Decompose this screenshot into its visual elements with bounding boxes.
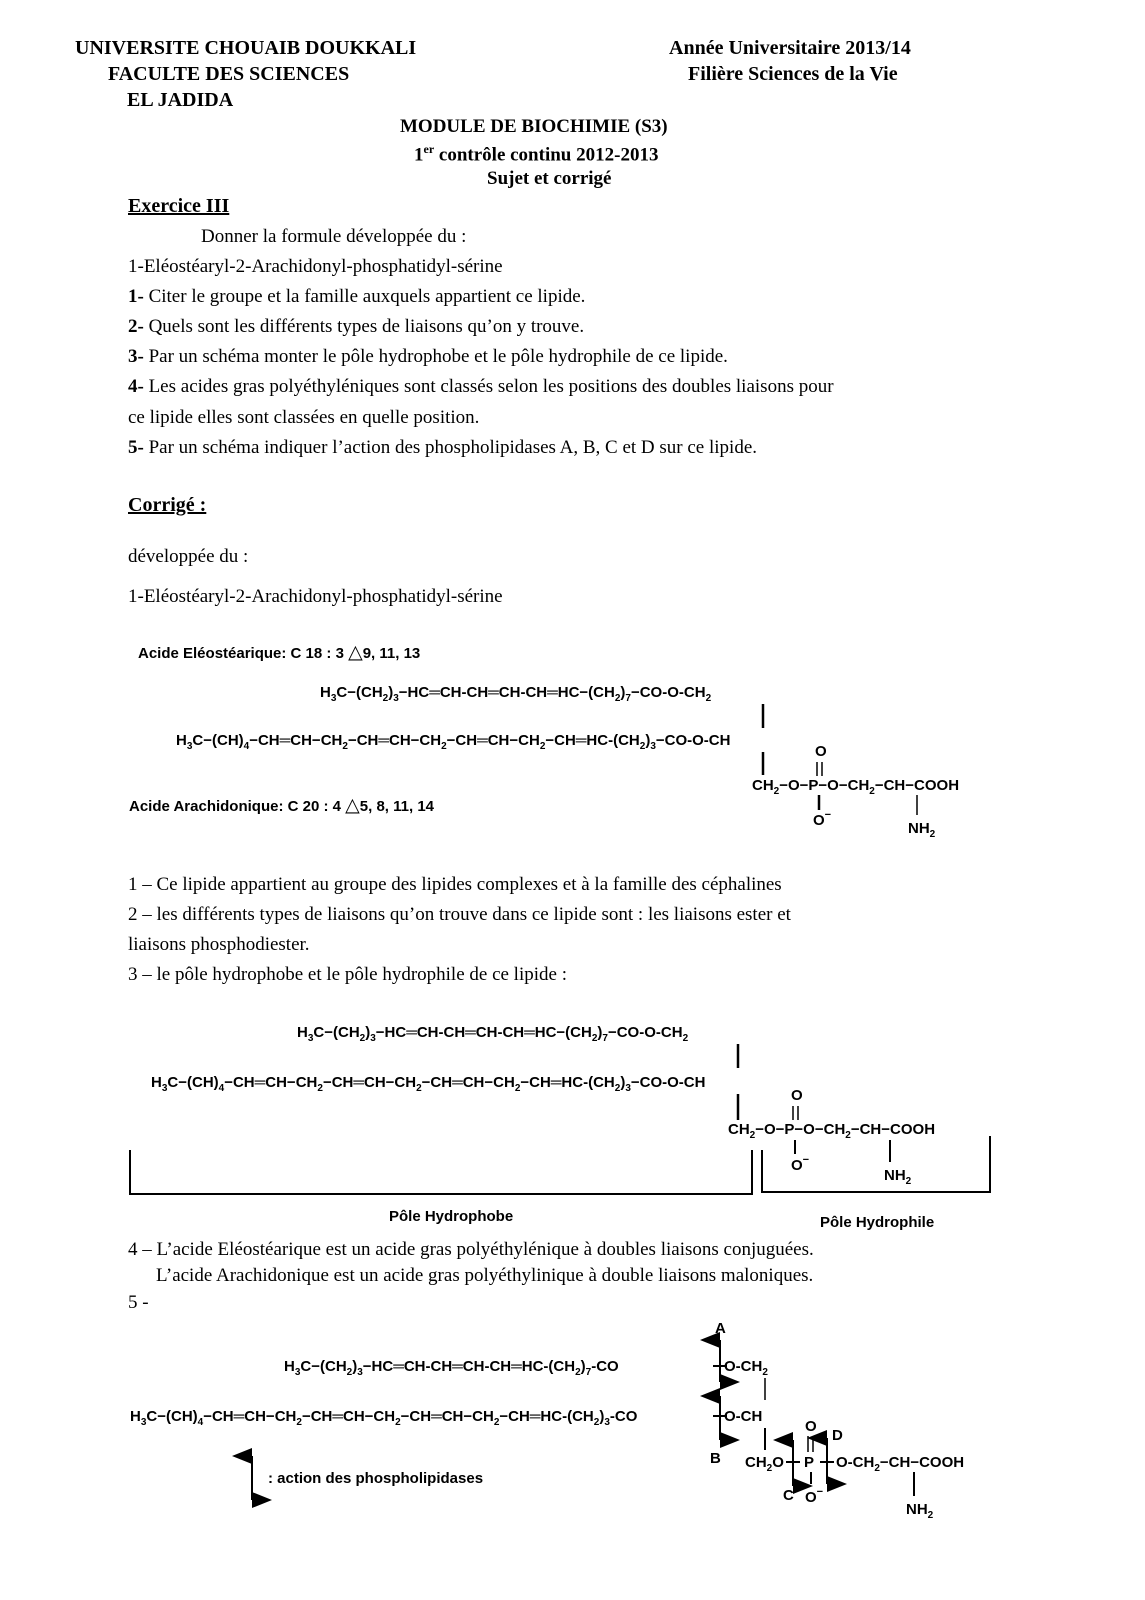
module-title: MODULE DE BIOCHIMIE (S3) bbox=[400, 116, 668, 137]
answer-5: 5 - bbox=[128, 1292, 149, 1313]
structure-formula-1 bbox=[0, 670, 1145, 850]
svg-text:C: C bbox=[783, 1487, 794, 1504]
svg-text:O: O bbox=[805, 1418, 817, 1435]
structure-formula-2 bbox=[0, 1010, 1145, 1240]
answer-1: 1 – Ce lipide appartient au groupe des lipides complexes et à la famille des céphalines bbox=[128, 874, 782, 895]
delta-icon: △ bbox=[345, 795, 360, 816]
svg-text:O-CH: O-CH bbox=[724, 1408, 763, 1425]
answer-3: 3 – le pôle hydrophobe et le pôle hydrophile de ce lipide : bbox=[128, 964, 567, 985]
question-5: 5- Par un schéma indiquer l’action des phospholipidases A, B, C et D sur ce lipide. bbox=[128, 437, 757, 458]
svg-text:H3C−(CH)4−CH═CH−CH2−CH═CH−CH2−: $H_3C-(CH)_4-CH═CH-CH_2-CH═CH-CH_2-CH═CH-CH_2-CH═HC-(CH_2)_3-CO-O-CH$ bbox=[176, 732, 731, 752]
legend-text: : action des phospholipidases bbox=[268, 1470, 484, 1487]
corrige-heading: Corrigé : bbox=[128, 494, 207, 516]
pole-hydrophile-label: Pôle Hydrophile bbox=[820, 1214, 935, 1231]
acid1-label: Acide Eléostéarique: C 18 : 3 △9, 11, 13 bbox=[138, 642, 421, 663]
svg-text:NH2: $NH_2$ bbox=[884, 1167, 912, 1187]
structure-formula-3 bbox=[0, 1310, 1145, 1550]
enzyme-a-label: A bbox=[715, 1320, 726, 1337]
control-title bbox=[414, 142, 658, 166]
svg-text:H3C−(CH2)3−HC═CH-CH═CH-CH═HC−(: $H_3C-(CH_2)_3-HC═CH-CH═CH-CH═HC-(CH_2)_7-CO-O-CH_2$ bbox=[320, 684, 712, 704]
svg-text:O−: O− bbox=[805, 1486, 824, 1506]
svg-text:H3C−(CH)4−CH═CH−CH2−CH═CH−CH2−: $H_3C-(CH)_4-CH═CH-CH_2-CH═CH-CH_2-CH═CH-CH_2-CH═HC-(CH_2)_3-CO-O-CH$ bbox=[151, 1074, 706, 1094]
corrige-intro: développée du : bbox=[128, 546, 249, 567]
exercise-heading: Exercice III bbox=[128, 195, 230, 217]
svg-text:D: D bbox=[832, 1427, 843, 1444]
svg-text:O: O bbox=[815, 743, 827, 760]
control-sup: er bbox=[423, 142, 435, 156]
city-name: EL JADIDA bbox=[127, 89, 234, 111]
question-1: 1- Citer le groupe et la famille auxquels appartient ce lipide. bbox=[128, 286, 586, 307]
answer-4: 4 – L’acide Eléostéarique est un acide gras polyéthylénique à doubles liaisons conjuguées. bbox=[128, 1239, 814, 1260]
svg-text:H3C−(CH2)3−HC═CH-CH═CH-CH═HC−(: $H_3C-(CH_2)_3-HC═CH-CH═CH-CH═HC-(CH_2)_7-CO-O-CH_2$ bbox=[297, 1024, 689, 1044]
svg-text:O: O bbox=[791, 1087, 803, 1104]
svg-text:O−: O− bbox=[813, 809, 832, 829]
svg-text:CH2−O−P−O−CH2−CH−COOH: $CH_2-O-P-O-CH_2-CH-COOH$ bbox=[752, 777, 960, 797]
exercise-intro: Donner la formule développée du : bbox=[201, 226, 467, 247]
subtitle: Sujet et corrigé bbox=[487, 168, 612, 189]
question-3: 3- Par un schéma monter le pôle hydrophobe et le pôle hydrophile de ce lipide. bbox=[128, 346, 728, 367]
academic-year: Année Universitaire 2013/14 bbox=[669, 37, 911, 59]
svg-text:H3C−(CH)4−CH═CH−CH2−CH═CH−CH2−: $H_3C-(CH)_4-CH═CH-CH_2-CH═CH-CH_2-CH═CH-CH_2-CH═HC-(CH_2)_3-CO$ bbox=[130, 1408, 638, 1428]
svg-text:B: B bbox=[710, 1450, 721, 1467]
svg-text:CH2−O−P−O−CH2−CH−COOH: $CH_2-O-P-O-CH_2-CH-COOH$ bbox=[728, 1121, 936, 1141]
svg-text:O-CH2: $O-CH_2$ bbox=[724, 1358, 768, 1378]
svg-text:P: P bbox=[804, 1454, 815, 1471]
university-name: UNIVERSITE CHOUAIB DOUKKALI bbox=[75, 37, 417, 59]
acid2-label: Acide Arachidonique: C 20 : 4 △5, 8, 11, 14 bbox=[129, 795, 435, 816]
svg-text:NH2: $NH_2$ bbox=[908, 820, 936, 840]
svg-text:O−: O− bbox=[791, 1154, 810, 1174]
control-number: 1 bbox=[414, 144, 424, 166]
delta-icon: △ bbox=[348, 642, 363, 663]
svg-text:NH2: $NH_2$ bbox=[906, 1501, 934, 1521]
svg-text:O-CH2−CH−COOH: $O-CH_2-CH-COOH$ bbox=[836, 1454, 965, 1474]
question-2: 2- Quels sont les différents types de liaisons qu’on y trouve. bbox=[128, 316, 585, 337]
question-4-cont: ce lipide elles sont classées en quelle position. bbox=[128, 407, 480, 428]
pole-hydrophobe-label: Pôle Hydrophobe bbox=[389, 1208, 514, 1225]
answer-2-cont: liaisons phosphodiester. bbox=[128, 934, 310, 955]
svg-text:CH2O: $CH_2O$ bbox=[745, 1454, 784, 1474]
corrige-compound: 1-Eléostéaryl-2-Arachidonyl-phosphatidyl-sérine bbox=[128, 586, 503, 607]
exercise-compound: 1-Eléostéaryl-2-Arachidonyl-phosphatidyl-sérine bbox=[128, 256, 503, 277]
program-name: Filière Sciences de la Vie bbox=[688, 63, 898, 85]
faculty-name: FACULTE DES SCIENCES bbox=[108, 63, 350, 85]
answer-4-cont: L’acide Arachidonique est un acide gras polyéthylinique à double liaisons maloniques. bbox=[156, 1265, 814, 1286]
control-rest: contrôle continu 2012-2013 bbox=[434, 144, 659, 166]
answer-2: 2 – les différents types de liaisons qu’on trouve dans ce lipide sont : les liaisons ester et bbox=[128, 904, 791, 925]
svg-text:H3C−(CH2)3−HC═CH-CH═CH-CH═HC-(: $H_3C-(CH_2)_3-HC═CH-CH═CH-CH═HC-(CH_2)_7-CO$ bbox=[284, 1358, 619, 1378]
question-4: 4- Les acides gras polyéthyléniques sont classés selon les positions des doubles liaisons pour bbox=[128, 376, 834, 397]
